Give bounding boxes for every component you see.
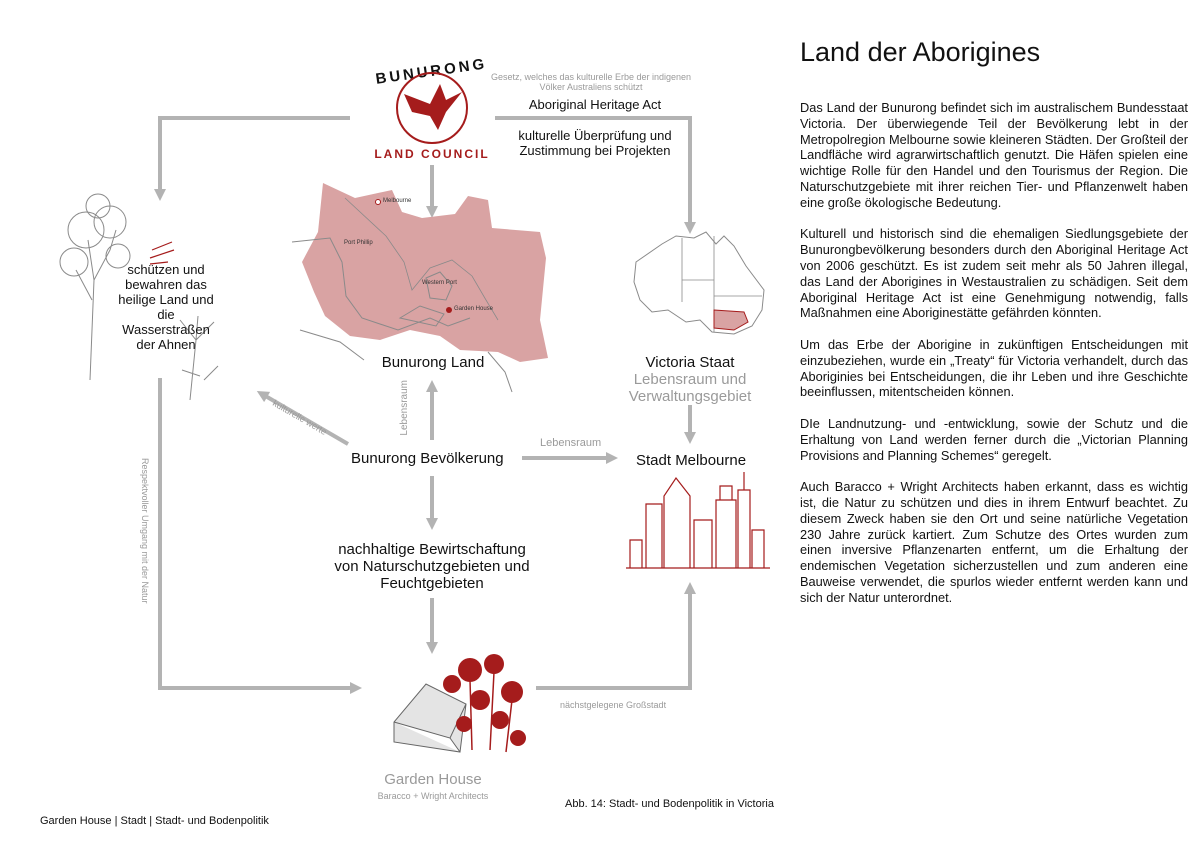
nearest-city-label: nächstgelegene Großstadt: [560, 700, 667, 710]
heritage-act-label: Aboriginal Heritage Act: [528, 97, 662, 112]
lebensraum-vertical-label: Lebensraum: [399, 380, 410, 436]
respekt-label: Respektvoller Umgang mit der Natur: [140, 458, 150, 604]
eagle-icon: [404, 84, 462, 130]
city-skyline: [626, 472, 770, 568]
sustainable-label: nachhaltige Bewirtschaftung von Naturschutzgebieten und Feuchtgebieten: [334, 541, 530, 592]
population-label: Bunurong Bevölkerung: [351, 450, 504, 467]
figure-caption: Abb. 14: Stadt- und Bodenpolitik in Victoria: [565, 798, 774, 810]
protect-label: schützen und bewahren das heilige Land und die Wasserstraßen der Ahnen: [118, 262, 214, 352]
map-label-melbourne: Melbourne: [383, 198, 412, 204]
arrow-council-to-ancestral-land: [160, 118, 350, 195]
house-outline: [394, 684, 466, 752]
map-label-port-phillip: Port Phillip: [344, 240, 373, 246]
logo-top-text: BUNURONG: [374, 55, 489, 88]
article-paragraph: Das Land der Bunurong befindet sich im australischem Bundesstaat Victoria. Der überwiegende Teil der Bevölkerung lebt in der Metropolregion Melbourne sowie kleineren Städten. Der Großteil der Landfläche wird agrarwirtschaftlich genutzt. Die Häfen spielen eine wichtige Rolle für den Handel und den Tourismus der Region. Die Naturschutzgebiete mit ihrer reichen Tier- und Pflanzenwelt haben eine große ökologische Bedeutung.: [800, 100, 1188, 210]
kulturelle-werte-label: kulturelle werte: [271, 398, 329, 437]
map-region: [302, 183, 548, 362]
logo-bottom-text: LAND COUNCIL: [374, 147, 490, 161]
connector-arrows: [160, 118, 690, 688]
article-paragraph: Um das Erbe der Aborigine in zukünftigen Entscheidungen mit einzubeziehen, wurde ein „Treaty“ für Victoria verhandelt, durch das Aboriginies bei Entscheidungen, die ihr Leben und ihre Geschichte beeinflussen, mitentscheiden können.: [800, 336, 1188, 400]
melbourne-marker-icon: [376, 200, 381, 205]
stadt-melbourne-label: Stadt Melbourne: [636, 452, 747, 469]
review-label: kulturelle Überprüfung und Zustimmung bei Projekten: [518, 128, 672, 158]
article-paragraph: Auch Baracco + Wright Architects haben erkannt, dass es wichtig ist, die Natur zu schützen und dies in ihrem Entwurf beachtet. Zu diesem Zweck haben sie den Ort und seine natürliche Vegetation 230 Jahre zurück kartiert. Zum Schutze des Ortes wurden zum einen inversive Pflanzenarten entfernt, um die Erhaltung der endemischen Vegetation sicherzustellen und zum anderen eine Bauweise verwendet, die spurlos wieder entfernt werden kann und sich der Natur unterordnet.: [800, 479, 1188, 605]
victoria-title: Victoria Staat: [645, 354, 735, 371]
page-title: Land der Aborigines: [800, 37, 1041, 67]
lebensraum-label: Lebensraum: [540, 437, 602, 449]
bunurong-logo: [374, 55, 489, 161]
bunurong-land-label: Bunurong Land: [381, 354, 485, 371]
map-label-western-port: Western Port: [422, 280, 457, 286]
hand-icon: [150, 242, 174, 264]
footer: Garden House | Stadt | Stadt- und Bodenpolitik: [40, 815, 269, 827]
article-paragraph: DIe Landnutzung- und -entwicklung, sowie der Schutz und die Erhaltung von Land werden ferner durch die „Victorian Planning Provisions and Planning Schemes“ geregelt.: [800, 415, 1188, 463]
garden-house-title: Garden House: [384, 771, 482, 788]
arrow-respect-to-garden: [160, 378, 356, 688]
article-body: [800, 100, 1188, 621]
law-note: Gesetz, welches das kulturelle Erbe der indigenen Völker Australiens schützt: [490, 72, 692, 92]
arrow-garden-to-stadt: [536, 588, 690, 688]
victoria-subtitle: Lebensraum und Verwaltungsgebiet: [628, 371, 752, 405]
article-paragraph: Kulturell und historisch sind die ehemaligen Siedlungsgebiete der Bunurongbevölkerung besonders durch den Aboriginal Heritage Act von 2006 geschützt. Es ist zudem seit mehr als 50 Jahren illegal, das Land der Aborigines in Westaustralien zu schädigen. Seit dem Aboriginal Heritage Act ist eine Genehmigung notwendig, falls Maßnahmen eine Aboriginestätte gefährden könnten.: [800, 226, 1188, 321]
garden-house-illustration: [394, 654, 526, 752]
garden-house-marker-icon: [446, 307, 452, 313]
garden-house-subtitle: Baracco + Wright Architects: [377, 791, 489, 801]
australia-map: [634, 232, 764, 334]
map-label-garden-house: Garden House: [454, 306, 494, 312]
